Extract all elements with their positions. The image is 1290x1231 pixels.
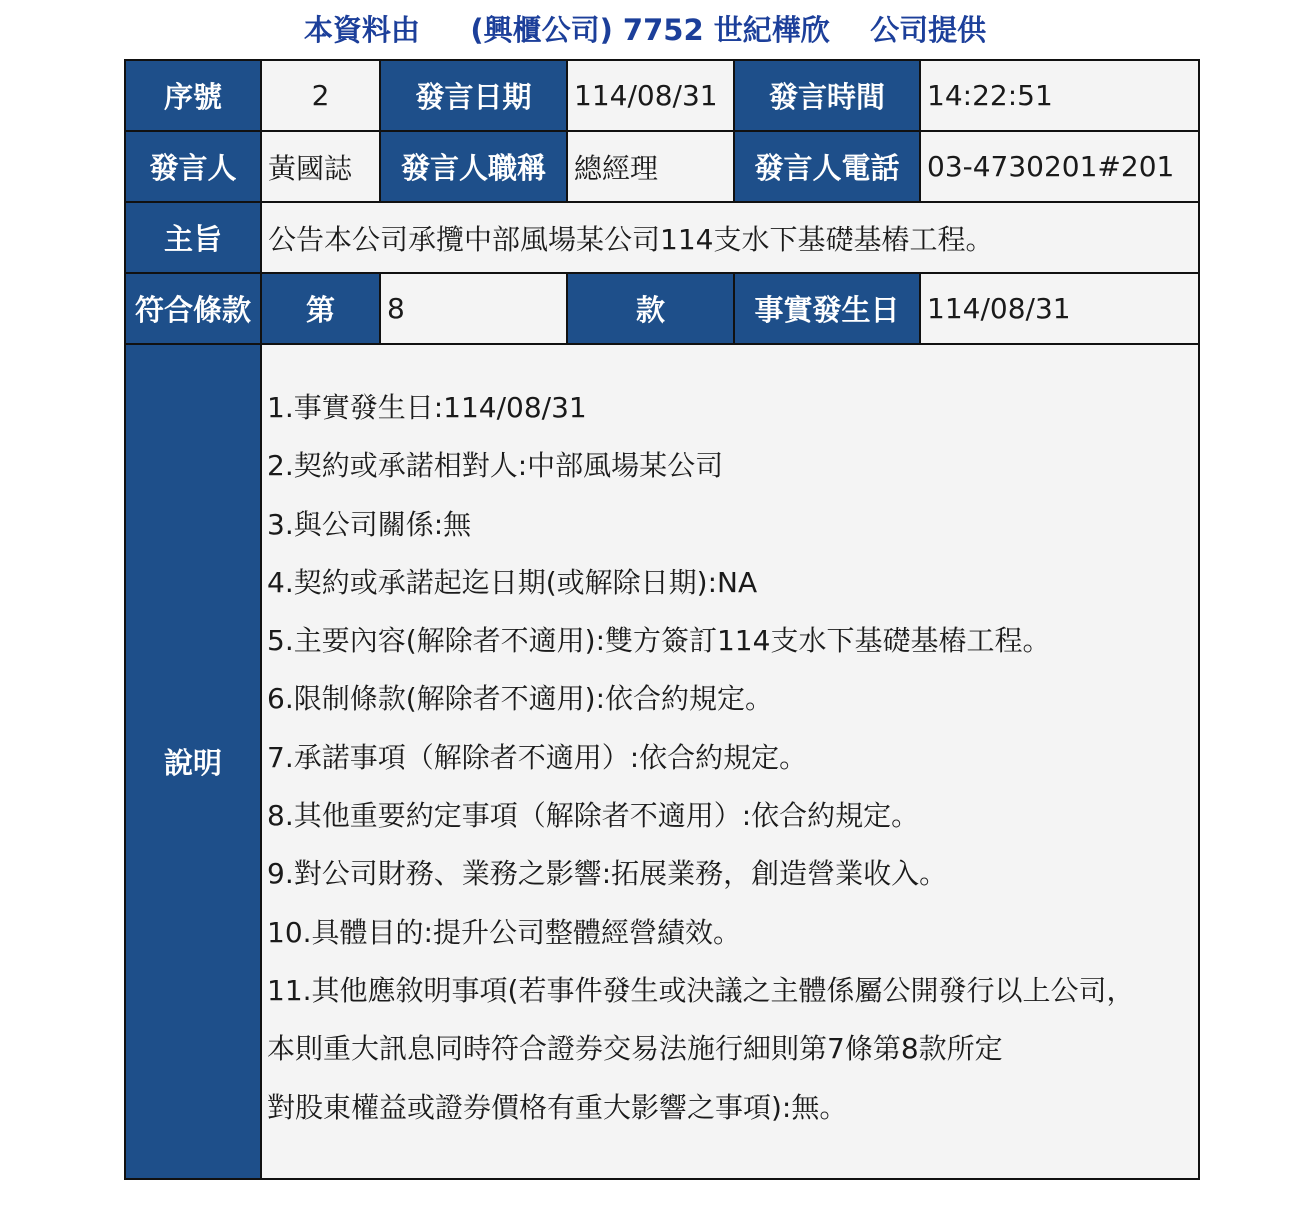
subject-value: 公告本公司承攬中部風場某公司114支水下基礎基樁工程。 <box>261 202 1199 273</box>
time-label: 發言時間 <box>734 60 920 131</box>
description-line: 2.契約或承諾相對人:中部風場某公司 <box>267 449 724 483</box>
source-company: (興櫃公司) 7752 世紀樺欣 <box>470 13 830 47</box>
description-label: 說明 <box>125 344 261 1179</box>
row-speaker <box>125 131 1199 202</box>
source-line <box>0 8 1290 49</box>
description-line: 3.與公司關係:無 <box>267 507 472 541</box>
description-line: 本則重大訊息同時符合證券交易法施行細則第7條第8款所定 <box>267 1032 1003 1066</box>
clause-value: 8 <box>380 273 567 344</box>
speaker-title-label: 發言人職稱 <box>380 131 567 202</box>
clause-suffix: 款 <box>567 273 734 344</box>
description-line: 6.限制條款(解除者不適用):依合約規定。 <box>267 682 773 716</box>
row-serial <box>125 60 1199 131</box>
fact-date-value: 114/08/31 <box>920 273 1199 344</box>
speaker-title-value: 總經理 <box>567 131 734 202</box>
description-line: 7.承諾事項（解除者不適用）:依合約規定。 <box>267 740 808 774</box>
row-subject <box>125 202 1199 273</box>
time-value: 14:22:51 <box>920 60 1199 131</box>
announcement-table <box>124 59 1200 1180</box>
speaker-label: 發言人 <box>125 131 261 202</box>
row-description <box>125 344 1199 1179</box>
description-line: 5.主要內容(解除者不適用):雙方簽訂114支水下基礎基樁工程。 <box>267 624 1051 658</box>
source-suffix: 公司提供 <box>870 13 987 47</box>
phone-label: 發言人電話 <box>734 131 920 202</box>
serial-value: 2 <box>261 60 380 131</box>
source-prefix: 本資料由 <box>303 13 420 47</box>
description-line: 4.契約或承諾起迄日期(或解除日期):NA <box>267 565 758 599</box>
fact-date-label: 事實發生日 <box>734 273 920 344</box>
description-line: 對股東權益或證券價格有重大影響之事項):無。 <box>267 1090 848 1124</box>
clause-label: 符合條款 <box>125 273 261 344</box>
subject-label: 主旨 <box>125 202 261 273</box>
phone-value: 03-4730201#201 <box>920 131 1199 202</box>
description-line: 11.其他應敘明事項(若事件發生或決議之主體係屬公開發行以上公司， <box>267 973 1135 1007</box>
speaker-value: 黃國誌 <box>261 131 380 202</box>
serial-label: 序號 <box>125 60 261 131</box>
date-label: 發言日期 <box>380 60 567 131</box>
description-line: 10.具體目的:提升公司整體經營績效。 <box>267 915 741 949</box>
description-body <box>261 344 1199 1179</box>
description-line: 8.其他重要約定事項（解除者不適用）:依合約規定。 <box>267 799 920 833</box>
date-value: 114/08/31 <box>567 60 734 131</box>
clause-prefix: 第 <box>261 273 380 344</box>
row-clause <box>125 273 1199 344</box>
description-line: 1.事實發生日:114/08/31 <box>267 391 587 424</box>
description-line: 9.對公司財務、業務之影響:拓展業務，創造營業收入。 <box>267 857 948 891</box>
